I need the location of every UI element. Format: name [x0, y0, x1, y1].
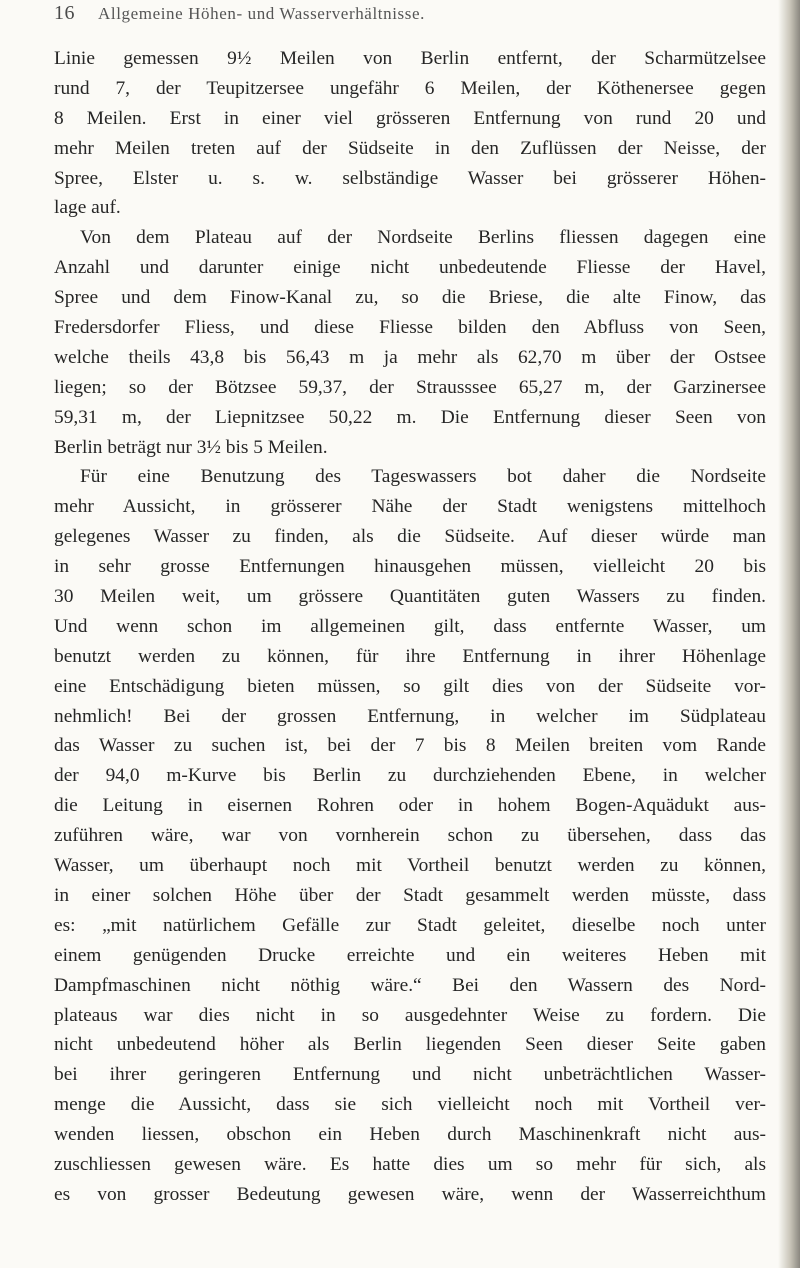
text-line: in sehr grosse Entfernungen hinausgehen müssen, vielleicht 20 bis [54, 556, 766, 578]
text-line: es: „mit natürlichem Gefälle zur Stadt geleitet, dieselbe noch unter [54, 914, 766, 936]
body-text [54, 44, 766, 1210]
text-line: 59,31 m, der Liepnitzsee 50,22 m. Die Entfernung dieser Seen von [54, 406, 766, 428]
text-line: es von grosser Bedeutung gewesen wäre, wenn der Wasserreichthum [54, 1183, 766, 1205]
text-line: mehr Aussicht, in grösserer Nähe der Stadt wenigstens mittelhoch [54, 496, 766, 518]
text-line: Linie gemessen 9½ Meilen von Berlin entfernt, der Scharmützelsee [54, 48, 766, 69]
text-line: Und wenn schon im allgemeinen gilt, dass entfernte Wasser, um [54, 615, 766, 637]
text-line: 30 Meilen weit, um grössere Quantitäten guten Wassers zu finden. [54, 586, 766, 608]
text-line: mehr Meilen treten auf der Südseite in den Zuflüssen der Neisse, der [54, 137, 766, 159]
text-line: rund 7, der Teupitzersee ungefähr 6 Meilen, der Köthenersee gegen [54, 77, 766, 99]
text-line: gelegenes Wasser zu finden, als die Südseite. Auf dieser würde man [54, 526, 766, 548]
text-line: Von dem Plateau auf der Nordseite Berlins fliessen dagegen eine [80, 227, 766, 249]
text-line: plateaus war dies nicht in so ausgedehnter Weise zu fordern. Die [54, 1004, 766, 1026]
text-line: nicht unbedeutend höher als Berlin liegenden Seen dieser Seite gaben [54, 1034, 766, 1056]
page-header [54, 2, 754, 32]
text-line: Anzahl und darunter einige nicht unbedeutende Fliesse der Havel, [54, 257, 766, 279]
text-line: 8 Meilen. Erst in einer viel grösseren Entfernung von rund 20 und [54, 107, 766, 129]
text-line: in einer solchen Höhe über der Stadt gesammelt werden müsste, dass [54, 884, 766, 906]
text-line: einem genügenden Drucke erreichte und ein weiteres Heben mit [54, 944, 766, 966]
text-line: Wasser, um überhaupt noch mit Vortheil benutzt werden zu können, [54, 855, 766, 877]
text-line: Berlin beträgt nur 3½ bis 5 Meilen. [54, 436, 328, 458]
text-line: nehmlich! Bei der grossen Entfernung, in welcher im Südplateau [54, 705, 766, 727]
text-line: zuschliessen gewesen wäre. Es hatte dies um so mehr für sich, als [54, 1153, 766, 1175]
text-line: der 94,0 m-Kurve bis Berlin zu durchziehenden Ebene, in welcher [54, 765, 766, 787]
text-line: eine Entschädigung bieten müssen, so gilt dies von der Südseite vor- [54, 675, 766, 697]
text-line: wenden liessen, obschon ein Heben durch Maschinenkraft nicht aus- [54, 1124, 766, 1146]
text-line: Fredersdorfer Fliess, und diese Fliesse bilden den Abfluss von Seen, [54, 317, 766, 339]
text-line: Dampfmaschinen nicht nöthig wäre.“ Bei den Wassern des Nord- [54, 974, 766, 996]
running-title: Allgemeine Höhen- und Wasserverhältnisse. [98, 4, 425, 23]
text-line: Spree und dem Finow-Kanal zu, so die Briese, die alte Finow, das [54, 287, 766, 309]
text-line: Spree, Elster u. s. w. selbständige Wasser bei grösserer Höhen- [54, 167, 766, 189]
text-line: lage auf. [54, 197, 121, 219]
page-edge-shadow [778, 0, 800, 1268]
text-line: die Leitung in eisernen Rohren oder in hohem Bogen-Aquädukt aus- [54, 795, 766, 817]
page-number: 16 [54, 2, 75, 24]
text-line: benutzt werden zu können, für ihre Entfernung in ihrer Höhenlage [54, 645, 766, 667]
text-line: das Wasser zu suchen ist, bei der 7 bis 8 Meilen breiten vom Rande [54, 735, 766, 757]
text-line: zuführen wäre, war von vornherein schon zu übersehen, dass das [54, 825, 766, 847]
text-line: bei ihrer geringeren Entfernung und nicht unbeträchtlichen Wasser- [54, 1064, 766, 1086]
text-line: menge die Aussicht, dass sie sich vielleicht noch mit Vortheil ver- [54, 1094, 766, 1116]
text-line: liegen; so der Bötzsee 59,37, der Strausssee 65,27 m, der Garzinersee [54, 376, 766, 398]
text-line: welche theils 43,8 bis 56,43 m ja mehr als 62,70 m über der Ostsee [54, 346, 766, 368]
text-line: Für eine Benutzung des Tageswassers bot daher die Nordseite [80, 466, 766, 488]
